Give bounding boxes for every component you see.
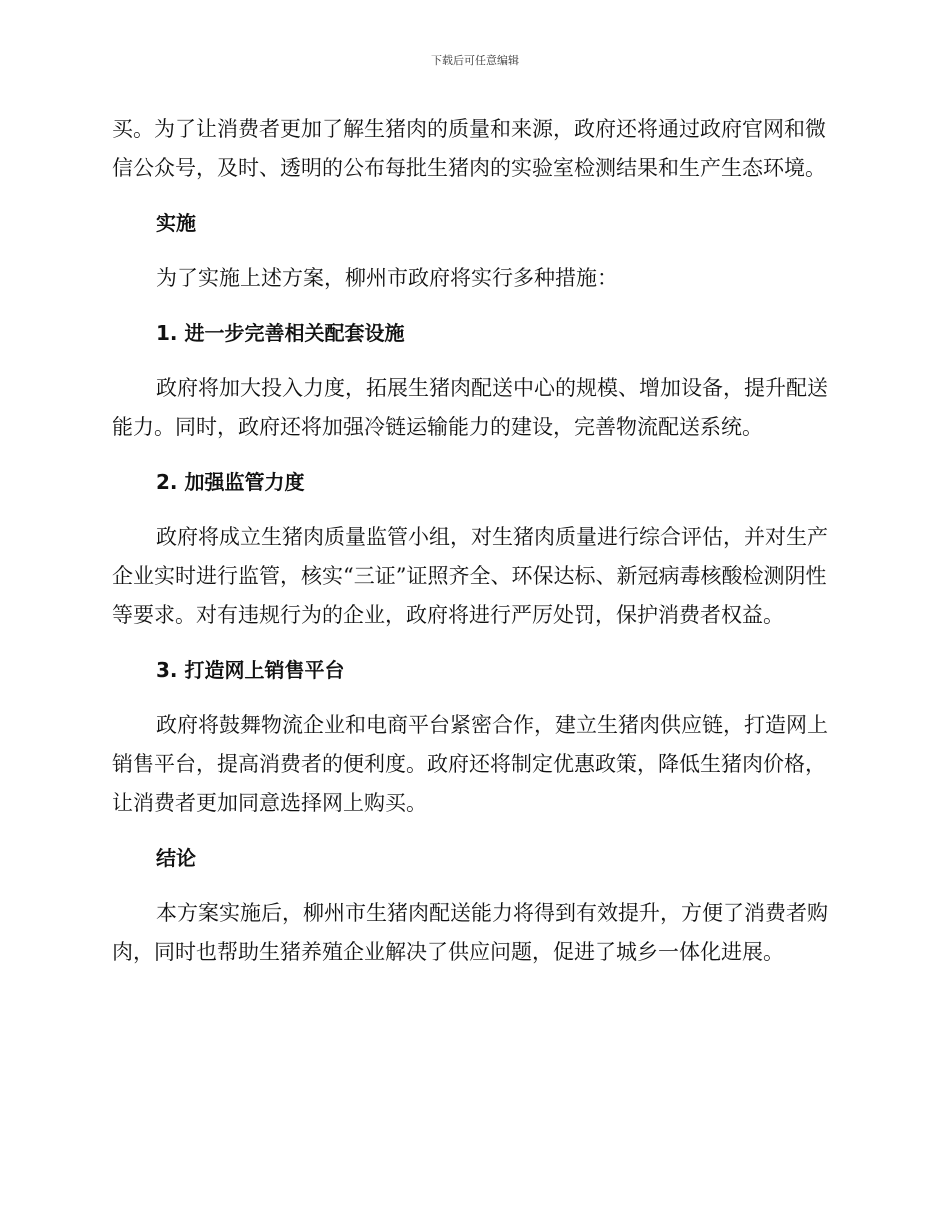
section-heading-implementation: 实施 bbox=[156, 211, 196, 235]
paragraph-conclusion: 本方案实施后，柳州市生猪肉配送能力将得到有效提升，方便了消费者购肉，同时也帮助生猪养殖企业解决了供应问题，促进了城乡一体化进展。 bbox=[112, 901, 828, 964]
document-body bbox=[112, 110, 832, 972]
paragraph-facilities: 政府将加大投入力度，拓展生猪肉配送中心的规模、增加设备，提升配送能力。同时，政府还将加强冷链运输能力的建设，完善物流配送系统。 bbox=[112, 376, 828, 439]
page-header: 下载后可任意编辑 bbox=[431, 54, 519, 67]
section-heading-conclusion: 结论 bbox=[156, 846, 196, 870]
subheading-online-platform: 3. 打造网上销售平台 bbox=[156, 658, 345, 682]
subheading-facilities: 1. 进一步完善相关配套设施 bbox=[156, 321, 405, 345]
paragraph-implementation-intro: 为了实施上述方案，柳州市政府将实行多种措施： bbox=[156, 266, 618, 290]
paragraph-continuation: 买。为了让消费者更加了解生猪肉的质量和来源，政府还将通过政府官网和微信公众号，及时、透明的公布每批生猪肉的实验室检测结果和生产生态环境。 bbox=[112, 117, 826, 180]
subheading-supervision: 2. 加强监管力度 bbox=[156, 470, 305, 494]
paragraph-supervision: 政府将成立生猪肉质量监管小组，对生猪肉质量进行综合评估，并对生产企业实时进行监管，核实“三证”证照齐全、环保达标、新冠病毒核酸检测阴性等要求。对有违规行为的企业，政府将进行严厉处罚，保护消费者权益。 bbox=[112, 525, 828, 627]
paragraph-online-platform: 政府将鼓舞物流企业和电商平台紧密合作，建立生猪肉供应链，打造网上销售平台，提高消费者的便利度。政府还将制定优惠政策，降低生猪肉价格，让消费者更加同意选择网上购买。 bbox=[112, 713, 828, 815]
